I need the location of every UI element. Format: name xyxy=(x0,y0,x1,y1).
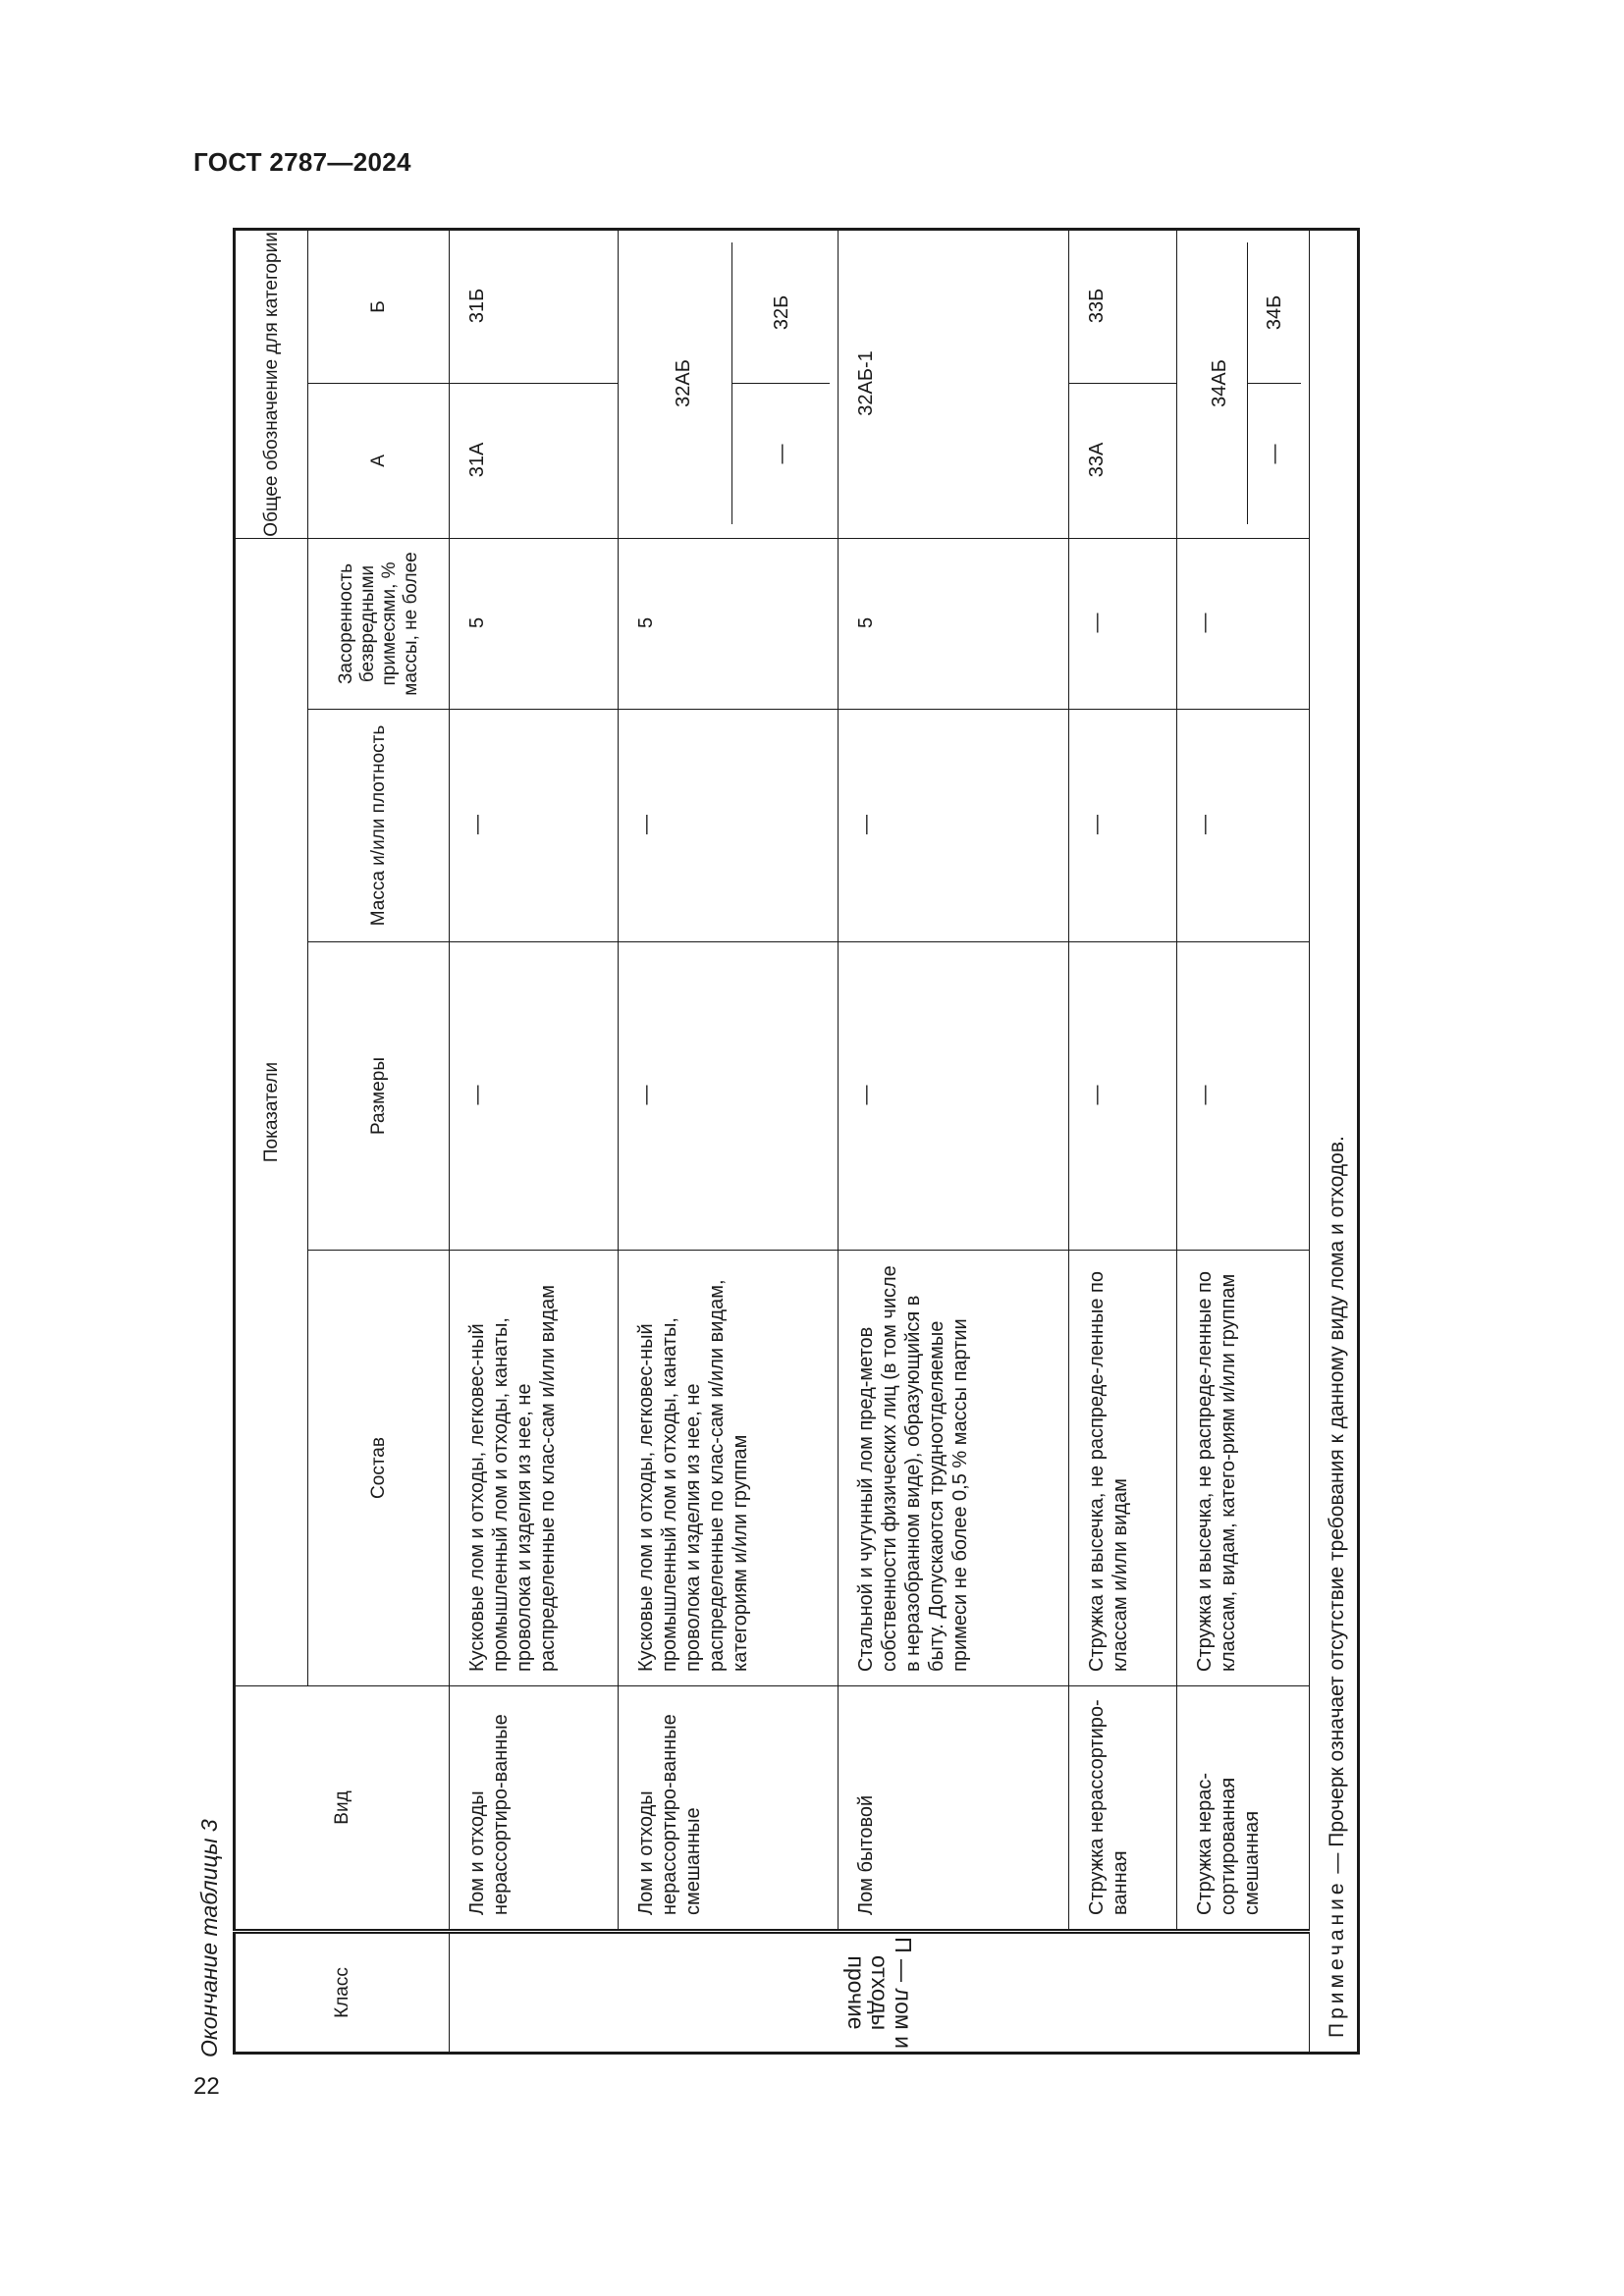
row-mass: — xyxy=(1069,710,1177,942)
table-note xyxy=(1310,229,1359,2053)
header-contamination: Засоренность безвредными примесями, % массы, не более xyxy=(308,538,450,709)
row-sostav: Стружка и высечка, не распреде-ленные по классам, видам, катего-риям и/или группам xyxy=(1177,1251,1310,1686)
table-row xyxy=(1069,229,1177,2053)
class-label: П — лом и отходы прочие xyxy=(842,1937,916,2049)
header-category-b: Б xyxy=(308,229,450,383)
row-sizes: — xyxy=(619,942,839,1251)
row-designation-ab: 32АБ-1 xyxy=(839,229,1069,538)
row-designation-split xyxy=(619,229,839,538)
row-vid: Стружка нерассортиро-ванная xyxy=(1069,1686,1177,1932)
designation-ab: 34АБ xyxy=(1193,242,1248,524)
row-vid: Лом и отходы нерассортиро-ванные xyxy=(450,1686,619,1932)
header-sostav: Состав xyxy=(308,1251,450,1686)
note-label: Примечание xyxy=(1326,1879,1348,2038)
header-category-a: А xyxy=(308,383,450,538)
table-row xyxy=(619,229,839,2053)
table-rotation-wrapper xyxy=(233,231,1348,2055)
row-sostav: Кусковые лом и отходы, легковес-ный промышленный лом и отходы, канаты, проволока и изделия из нее, не распределенные по клас-сам и/или видам xyxy=(450,1251,619,1686)
rotated-table-container xyxy=(233,231,1348,2055)
row-sizes: — xyxy=(839,942,1069,1251)
row-mass: — xyxy=(450,710,619,942)
designation-a: — xyxy=(732,383,830,524)
document-id: ГОСТ 2787—2024 xyxy=(193,147,411,177)
row-mass: — xyxy=(1177,710,1310,942)
note-dash: — xyxy=(1326,1852,1348,1874)
header-sizes: Размеры xyxy=(308,942,450,1251)
row-contamination: 5 xyxy=(619,538,839,709)
row-designation-split xyxy=(1177,229,1310,538)
row-contamination: — xyxy=(1069,538,1177,709)
row-sizes: — xyxy=(450,942,619,1251)
row-sostav: Стружка и высечка, не распреде-ленные по классам и/или видам xyxy=(1069,1251,1177,1686)
row-mass: — xyxy=(839,710,1069,942)
row-vid: Лом и отходы нерассортиро-ванные смешанные xyxy=(619,1686,839,1932)
designation-a: — xyxy=(1248,383,1302,524)
row-contamination: 5 xyxy=(839,538,1069,709)
table-row xyxy=(839,229,1069,2053)
table-caption-wrapper xyxy=(189,1792,229,2057)
row-designation-b: 33Б xyxy=(1069,229,1177,383)
row-sizes: — xyxy=(1177,942,1310,1251)
row-designation-a: 33А xyxy=(1069,383,1177,538)
row-sizes: — xyxy=(1069,942,1177,1251)
row-vid: Стружка нерас-сортированная смешанная xyxy=(1177,1686,1310,1932)
classification-table xyxy=(233,228,1360,2055)
designation-ab: 32АБ xyxy=(634,242,732,524)
note-text: Прочерк означает отсутствие требования к данному виду лома и отходов. xyxy=(1326,1136,1348,1847)
note-row xyxy=(1310,229,1359,2053)
table-row xyxy=(1177,229,1310,2053)
table-caption: Окончание таблицы 3 xyxy=(196,1819,222,2057)
row-mass: — xyxy=(619,710,839,942)
header-vid: Вид xyxy=(235,1686,450,1932)
header-mass: Масса и/или плотность xyxy=(308,710,450,942)
page-number: 22 xyxy=(193,2073,220,2100)
designation-b: 34Б xyxy=(1263,294,1285,331)
designation-b: 32Б xyxy=(770,294,792,331)
header-designation: Общее обозначение для категории xyxy=(235,229,308,538)
header-class: Класс xyxy=(235,1932,450,2054)
row-sostav: Кусковые лом и отходы, легковес-ный промышленный лом и отходы, канаты, проволока и изделия из нее, не распределенные по клас-сам и/или видам, категориям и/или группам xyxy=(619,1251,839,1686)
table-row xyxy=(450,229,619,2053)
row-sostav: Стальной и чугунный лом пред-метов собственности физических лиц (в том числе в неразобранном виде), образующийся в быту. Допускаются трудноотделяемые примеси не более 0,5 % массы партии xyxy=(839,1251,1069,1686)
row-vid: Лом бытовой xyxy=(839,1686,1069,1932)
row-designation-a: 31А xyxy=(450,383,619,538)
class-cell xyxy=(450,1932,1310,2054)
header-indicators: Показатели xyxy=(235,538,308,1685)
row-contamination: — xyxy=(1177,538,1310,709)
row-contamination: 5 xyxy=(450,538,619,709)
row-designation-b: 31Б xyxy=(450,229,619,383)
